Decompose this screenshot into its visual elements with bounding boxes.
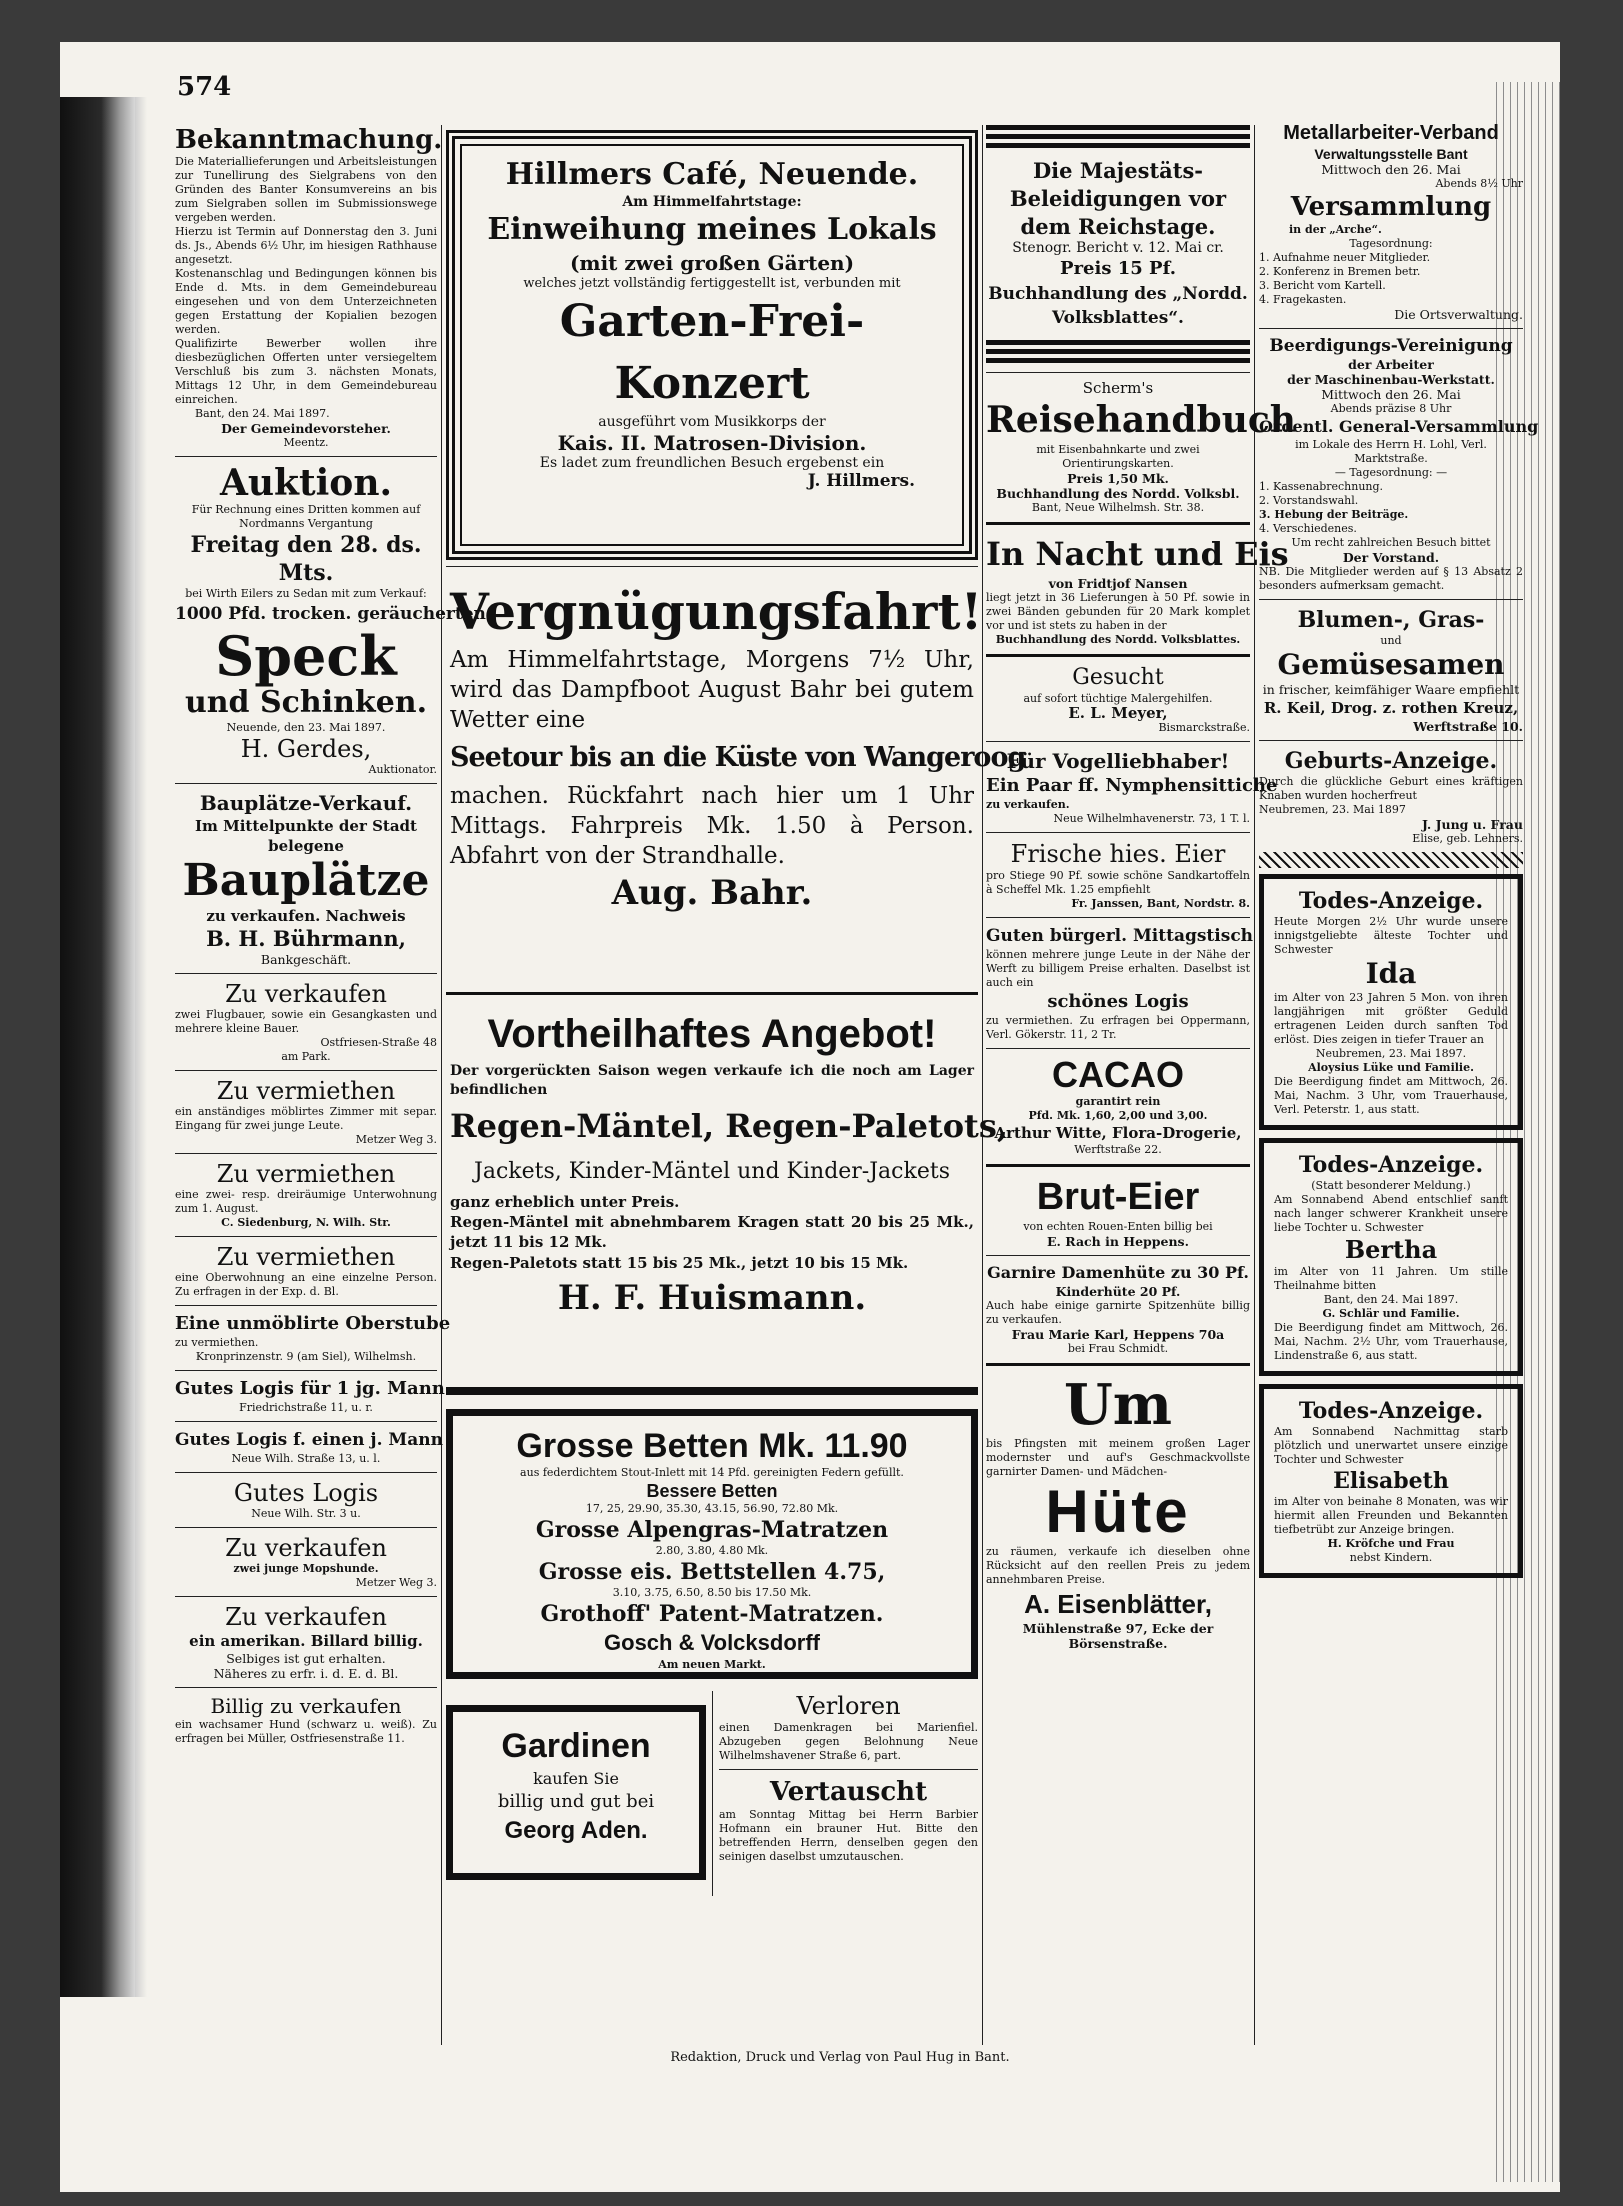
hc-ausg: ausgeführt vom Musikkorps der bbox=[598, 414, 826, 430]
gd-name: Georg Aden. bbox=[504, 1817, 648, 1844]
va-big-1: Regen-Mäntel, Regen-Paletots, bbox=[450, 1107, 1008, 1145]
ne-auth: von Fridtjof Nansen bbox=[1048, 576, 1188, 591]
ne-title: In Nacht und Eis bbox=[986, 535, 1289, 573]
gm-logis: schönes Logis bbox=[1047, 991, 1189, 1012]
auk-role: Auktionator. bbox=[368, 763, 437, 776]
mv-item-1: 1. Aufnahme neuer Mitglieder. bbox=[1259, 251, 1431, 264]
va-name: H. F. Huismann. bbox=[557, 1278, 867, 1318]
mv-time: Abends 8½ Uhr bbox=[1435, 177, 1523, 190]
gl2-addr: Neue Wilh. Straße 13, u. l. bbox=[231, 1452, 381, 1465]
ge-addr: Bismarckstraße. bbox=[1158, 721, 1250, 734]
bp-big: Bauplätze bbox=[182, 855, 430, 906]
va-text-2: ganz erheblich unter Preis. bbox=[450, 1193, 680, 1211]
dh-name: Frau Marie Karl, Heppens 70a bbox=[1011, 1327, 1225, 1342]
gl3-title: Gutes Logis bbox=[233, 1479, 379, 1507]
ca-text: garantirt rein bbox=[1075, 1095, 1161, 1108]
be-title: Brut-Eier bbox=[1036, 1176, 1200, 1218]
bg-text: in frischer, keimfähiger Waare empfiehlt bbox=[1262, 682, 1520, 697]
bv-title: Beerdigungs-Vereinigung bbox=[1269, 336, 1513, 356]
zv2-addr: Metzer Weg 3. bbox=[355, 1576, 437, 1589]
bp-title: Bauplätze-Verkauf. bbox=[199, 791, 413, 815]
bp-text: Im Mittelpunkte der Stadt belegene bbox=[195, 817, 417, 855]
vl-text: einen Damenkragen bei Marienfiel. Abzugeben gegen Belohnung Neue Wilhelmshavener Straße 6, part. bbox=[719, 1721, 978, 1762]
hc-text: welches jetzt vollständig fertiggestellt ist, verbunden mit bbox=[523, 276, 901, 291]
zv2-text: zwei junge Mopshunde. bbox=[233, 1562, 379, 1575]
zm1-title: Zu vermiethen bbox=[216, 1077, 396, 1105]
book-spine bbox=[60, 97, 135, 1997]
hc-sub: Am Himmelfahrtstage: bbox=[622, 194, 802, 210]
verloren-ads bbox=[712, 1691, 978, 1896]
va-text-4: Regen-Paletots statt 15 bis 25 Mk., jetzt 10 bis 15 Mk. bbox=[450, 1254, 909, 1272]
gb-gro: Grothoff' Patent-Matratzen. bbox=[540, 1601, 884, 1627]
bek-name: Meentz. bbox=[283, 436, 329, 449]
vf-title: Vergnügungsfahrt! bbox=[450, 582, 983, 641]
ta1-text: Heute Morgen 2½ Uhr wurde unsere innigstgeliebte älteste Tochter und Schwester bbox=[1274, 915, 1508, 956]
column-rule-1 bbox=[441, 125, 442, 2045]
bv-time: Abends präzise 8 Uhr bbox=[1330, 402, 1452, 415]
dh-kind: Kinderhüte 20 Pf. bbox=[1055, 1284, 1181, 1299]
ob-text: zu vermiethen. bbox=[175, 1336, 259, 1349]
zm3-text: eine Oberwohnung an eine einzelne Person. Zu erfragen in der Exp. d. Bl. bbox=[175, 1271, 437, 1298]
column-rule-2 bbox=[982, 125, 983, 2045]
gl3-addr: Neue Wilh. Str. 3 u. bbox=[251, 1507, 361, 1520]
betten-ad bbox=[446, 1409, 978, 1679]
zv3-text-3: Näheres zu erfr. i. d. E. d. Bl. bbox=[213, 1666, 399, 1681]
ta3-sign-2: nebst Kindern. bbox=[1349, 1551, 1433, 1564]
ge-name: E. L. Meyer, bbox=[1068, 704, 1168, 722]
bek-text-3: Kostenanschlag und Bedingungen können bis Ende d. Mts. in dem Gemeindebureau eingesehen und von dem Unterzeichneten gegen Erstattung der Kopialien bezogen werden. bbox=[175, 267, 437, 336]
bek-text-4: Qualifizirte Bewerber wollen ihre diesbezüglichen Offerten unter versiegeltem Verschluß bis zum 3. nächsten Monats, Mittags 12 Uhr, in dem Gemeindebureau einreichen. bbox=[175, 337, 437, 406]
ga-title: Geburts-Anzeige. bbox=[1284, 748, 1498, 774]
gb-addr: Am neuen Markt. bbox=[658, 1658, 766, 1671]
ta3-sign: H. Kröfche und Frau bbox=[1327, 1537, 1455, 1550]
hc-gard: (mit zwei großen Gärten) bbox=[569, 251, 855, 275]
ge-text: auf sofort tüchtige Malergehilfen. bbox=[1023, 692, 1213, 705]
um-text-2: zu räumen, verkaufe ich dieselben ohne Rücksicht auf den reellen Preis zu jedem annehmbaren Preise. bbox=[986, 1545, 1250, 1586]
bv-item-4: 4. Verschiedenes. bbox=[1259, 522, 1357, 535]
ta2-text-2: im Alter von 11 Jahren. Um stille Theilnahme bitten bbox=[1274, 1265, 1508, 1292]
fv-title: Für Vogelliebhaber! bbox=[1006, 749, 1230, 773]
todes-anzeige-3 bbox=[1259, 1384, 1523, 1578]
ta1-place: Neubremen, 23. Mai 1897. bbox=[1315, 1047, 1467, 1060]
ge-title: Gesucht bbox=[1072, 665, 1164, 690]
ta2-sub: (Statt besonderer Meldung.) bbox=[1311, 1179, 1471, 1192]
hc-konz: Garten-Frei-Konzert bbox=[559, 296, 865, 409]
gm-title: Guten bürgerl. Mittagstisch bbox=[986, 926, 1254, 946]
sr-pre: Scherm's bbox=[1082, 379, 1154, 397]
page-gutter bbox=[135, 97, 147, 1997]
hc-inv: Es ladet zum freundlichen Besuch ergebenst ein bbox=[539, 455, 885, 471]
um-hute: Hüte bbox=[1045, 1478, 1191, 1545]
auk-name: H. Gerdes, bbox=[240, 735, 372, 763]
bv-to: — Tagesordnung: — bbox=[1334, 466, 1448, 479]
vergnuegungsfahrt-ad bbox=[446, 573, 1026, 985]
ta1-sign: Aloysius Lüke und Familie. bbox=[1308, 1061, 1474, 1074]
fv-big: Ein Paar ff. Nymphensittiche bbox=[986, 775, 1278, 796]
gl2-title: Gutes Logis f. einen j. Mann bbox=[175, 1430, 443, 1450]
auk-text: Für Rechnung eines Dritten kommen auf Nordmanns Vergantung bbox=[191, 503, 421, 530]
zm2-addr: C. Siedenburg, N. Wilh. Str. bbox=[221, 1216, 391, 1229]
mb-title: Die Majestäts-Beleidigungen vor dem Reichstage. bbox=[1009, 158, 1227, 239]
mv-to: Tagesordnung: bbox=[1349, 237, 1433, 250]
ta3-name: Elisabeth bbox=[1333, 1468, 1449, 1494]
zv3-text: ein amerikan. Billard billig. bbox=[189, 1632, 423, 1650]
todes-anzeige-2 bbox=[1259, 1138, 1523, 1376]
gb-title: Grosse Betten Mk. 11.90 bbox=[516, 1427, 908, 1465]
gl1-addr: Friedrichstraße 11, u. r. bbox=[239, 1401, 373, 1414]
auk-speck: Speck bbox=[215, 624, 397, 688]
ob-title: Eine unmöblirte Oberstube bbox=[175, 1313, 451, 1334]
zm2-text: eine zwei- resp. dreiräumige Unterwohnung zum 1. August. bbox=[175, 1188, 437, 1215]
ta2-place: Bant, den 24. Mai 1897. bbox=[1323, 1293, 1459, 1306]
zv1-title: Zu verkaufen bbox=[225, 980, 387, 1008]
hc-title: Hillmers Café, Neuende. bbox=[505, 157, 919, 192]
mv-sign: Die Ortsverwaltung. bbox=[1394, 307, 1523, 322]
mv-big: Versammlung bbox=[1290, 192, 1492, 222]
zm1-addr: Metzer Weg 3. bbox=[355, 1133, 437, 1146]
auk-place: Neuende, den 23. Mai 1897. bbox=[226, 721, 386, 734]
angebot-ad bbox=[446, 1002, 1008, 1380]
bp-text-2: zu verkaufen. Nachweis bbox=[206, 907, 406, 925]
zv3-title: Zu verkaufen bbox=[225, 1603, 387, 1631]
ne-text: liegt jetzt in 36 Lieferungen à 50 Pf. sowie in zwei Bänden gebunden für 20 Mark komplet vor und ist stets zu haben in der bbox=[986, 591, 1250, 632]
column-3 bbox=[986, 125, 1296, 1651]
zv2-title: Zu verkaufen bbox=[225, 1534, 387, 1562]
gl1-title: Gutes Logis für 1 jg. Mann bbox=[175, 1378, 445, 1399]
va-title: Vortheilhaftes Angebot! bbox=[487, 1012, 937, 1056]
hc-name: J. Hillmers. bbox=[807, 471, 915, 491]
dh-title: Garnire Damenhüte zu 30 Pf. bbox=[987, 1263, 1249, 1282]
sr-price: Preis 1,50 Mk. bbox=[1067, 471, 1169, 486]
gm-text: können mehrere junge Leute in der Nähe der Werft zu billigem Preise erhalten. Daselbst ist auch ein bbox=[986, 948, 1250, 989]
bek-sign: Der Gemeindevorsteher. bbox=[221, 421, 391, 436]
ta1-text-2: im Alter von 23 Jahren 5 Mon. von ihren langjährigen mit größter Geduld ertragenen Leiden durch sanften Tod erlöst. Dies zeigen in tiefer Trauer an bbox=[1274, 991, 1508, 1046]
hc-main: Einweihung meines Lokals bbox=[487, 212, 937, 247]
bv-nb: NB. Die Mitglieder werden auf § 13 Absatz 2 besonders aufmerksam gemacht. bbox=[1259, 565, 1523, 592]
fe-name: Fr. Janssen, Bant, Nordstr. 8. bbox=[1071, 897, 1250, 910]
column-4 bbox=[1259, 120, 1539, 1578]
bv-loc: im Lokale des Herrn H. Lohl, Verl. Marktstraße. bbox=[1295, 438, 1487, 465]
ta1-title: Todes-Anzeige. bbox=[1298, 888, 1484, 914]
ta2-title: Todes-Anzeige. bbox=[1298, 1152, 1484, 1178]
bv-item-3: 3. Hebung der Beiträge. bbox=[1259, 508, 1409, 521]
bg-addr: Werftstraße 10. bbox=[1413, 719, 1523, 734]
zm2-title: Zu vermiethen bbox=[216, 1160, 396, 1188]
ga-place: Neubremen, 23. Mai 1897 bbox=[1259, 803, 1406, 816]
bek-date: Bant, den 24. Mai 1897. bbox=[195, 407, 330, 420]
stripe-bottom bbox=[986, 340, 1250, 366]
gd-text-2: billig und gut bei bbox=[497, 1791, 655, 1812]
zv1-text: zwei Flugbauer, sowie ein Gesangkasten und mehrere kleine Bauer. bbox=[175, 1008, 437, 1035]
sr-text: mit Eisenbahnkarte und zwei Orientirungskarten. bbox=[1036, 443, 1200, 470]
bp-name: B. H. Bührmann, bbox=[206, 926, 406, 951]
hc-div: Kais. II. Matrosen-Division. bbox=[557, 431, 867, 455]
be-name: E. Rach in Heppens. bbox=[1047, 1234, 1189, 1249]
bg-name: R. Keil, Drog. z. rothen Kreuz, bbox=[1263, 699, 1519, 717]
bv-inv: Um recht zahlreichen Besuch bittet bbox=[1291, 536, 1491, 549]
ob-addr: Kronprinzenstr. 9 (am Siel), Wilhelmsh. bbox=[195, 1350, 417, 1363]
bek-text-2: Hierzu ist Termin auf Donnerstag den 3. Juni ds. Js., Abends 6½ Uhr, im hiesigen Rathhause angesetzt. bbox=[175, 225, 437, 266]
va-big-2: Jackets, Kinder-Mäntel und Kinder-Jackets bbox=[474, 1159, 950, 1184]
fe-text: pro Stiege 90 Pf. sowie schöne Sandkartoffeln à Scheffel Mk. 1.25 empfiehlt bbox=[986, 869, 1250, 896]
bottom-ads bbox=[446, 1691, 978, 1901]
gb-prices: 17, 25, 29.90, 35.30, 43.15, 56.90, 72.80 Mk. bbox=[585, 1502, 839, 1515]
bp-role: Bankgeschäft. bbox=[260, 952, 352, 967]
ta2-sign: G. Schlär und Familie. bbox=[1322, 1307, 1460, 1320]
auk-title: Auktion. bbox=[219, 462, 393, 504]
mv-date: Mittwoch den 26. Mai bbox=[1321, 162, 1461, 177]
gb-alp: Grosse Alpengras-Matratzen bbox=[535, 1517, 889, 1543]
va-text: Der vorgerückten Saison wegen verkaufe ich die noch am Lager befindlichen bbox=[450, 1063, 974, 1098]
zv1-addr: Ostfriesen-Straße 48 bbox=[320, 1036, 437, 1049]
gd-text: kaufen Sie bbox=[533, 1769, 619, 1788]
gd-title: Gardinen bbox=[501, 1727, 651, 1765]
um-name: A. Eisenblätter, bbox=[1024, 1589, 1212, 1619]
hillmers-ad bbox=[446, 130, 978, 560]
bz-title: Billig zu verkaufen bbox=[210, 1694, 402, 1718]
ga-name-2: Elise, geb. Lehners. bbox=[1412, 832, 1523, 845]
mv-item-2: 2. Konferenz in Bremen betr. bbox=[1259, 265, 1421, 278]
vf-text-1: Am Himmelfahrtstage, Morgens 7½ Uhr, wird das Dampfboot August Bahr bei gutem Wetter eine bbox=[450, 647, 974, 733]
zv3-text-2: Selbiges ist gut erhalten. bbox=[226, 1651, 386, 1666]
dh-text: Auch habe einige garnirte Spitzenhüte billig zu verkaufen. bbox=[986, 1299, 1250, 1326]
column-1 bbox=[175, 125, 486, 1746]
be-text: von echten Rouen-Enten billig bei bbox=[1023, 1220, 1213, 1233]
gb-eis: Grosse eis. Bettstellen 4.75, bbox=[538, 1559, 886, 1585]
ca-name: Arthur Witte, Flora-Drogerie, bbox=[994, 1124, 1242, 1142]
mb-text: Stenogr. Bericht v. 12. Mai cr. bbox=[1012, 240, 1224, 256]
zm1-text: ein anständiges möblirtes Zimmer mit separ. Eingang für zwei junge Leute. bbox=[175, 1105, 437, 1132]
vt-text: am Sonntag Mittag bei Herrn Barbier Hofmann ein brauner Hut. Bitte den betreffenden Herrn, denselben gegen den seinigen daselbst umzutauschen. bbox=[719, 1808, 978, 1863]
ta1-name: Ida bbox=[1365, 957, 1417, 990]
bv-date: Mittwoch den 26. Mai bbox=[1321, 387, 1461, 402]
ta3-title: Todes-Anzeige. bbox=[1298, 1398, 1484, 1424]
sr-title: Reisehandbuch bbox=[986, 399, 1296, 441]
bv-sign: Der Vorstand. bbox=[1342, 550, 1440, 565]
bg-title: Blumen-, Gras- bbox=[1297, 607, 1485, 633]
gb-alp-p: 2.80, 3.80, 4.80 Mk. bbox=[655, 1544, 769, 1557]
dh-addr: bei Frau Schmidt. bbox=[1067, 1342, 1169, 1355]
ta3-text-2: im Alter von beinahe 8 Monaten, was wir hiermit allen Freunden und Bekannten tiefbetrübt zur Anzeige bringen. bbox=[1274, 1495, 1508, 1536]
vt-title: Vertauscht bbox=[769, 1777, 928, 1807]
footer-imprint: Redaktion, Druck und Verlag von Paul Hug in Bant. bbox=[670, 2050, 1010, 2065]
zm3-title: Zu vermiethen bbox=[216, 1243, 396, 1271]
mv-loc: in der „Arche“. bbox=[1289, 223, 1382, 236]
zv1-addr-2: am Park. bbox=[281, 1050, 331, 1063]
bv-sub: der Arbeiter bbox=[1348, 357, 1434, 372]
bv-item-1: 1. Kassenabrechnung. bbox=[1259, 480, 1384, 493]
bg-und: und bbox=[1380, 634, 1402, 647]
mv-item-3: 3. Bericht vom Kartell. bbox=[1259, 279, 1386, 292]
mb-buch: Buchhandlung des „Nordd. Volksblattes“. bbox=[988, 284, 1248, 328]
ga-text: Durch die glückliche Geburt eines kräftigen Knaben wurden hocherfreut bbox=[1259, 775, 1523, 802]
gb-name: Gosch & Volcksdorff bbox=[604, 1630, 820, 1655]
mb-price: Preis 15 Pf. bbox=[1060, 258, 1176, 279]
ta1-text-3: Die Beerdigung findet am Mittwoch, 26. Mai, Nachm. 3 Uhr, vom Trauerhause, Verl. Peterstr. 1, aus statt. bbox=[1274, 1075, 1508, 1116]
vf-text-2: machen. Rückfahrt nach hier um 1 Uhr Mittags. Fahrpreis Mk. 1.50 à Person. Abfahrt von der Strandhalle. bbox=[450, 783, 974, 869]
auk-date: Freitag den 28. ds. Mts. bbox=[190, 532, 422, 586]
ta2-name: Bertha bbox=[1344, 1235, 1438, 1264]
um-text: bis Pfingsten mit meinem großen Lager modernster und auf's Geschmackvollste garnirter Damen- und Mädchen- bbox=[986, 1437, 1250, 1478]
um-title: Um bbox=[1063, 1372, 1173, 1438]
bek-text-1: Die Materiallieferungen und Arbeitsleistungen zur Tunellirung des Sielgrabens von den Gründen des Banter Konsumvereins an bis zum Sielgraben sollen im Submissionswege vergeben werden. bbox=[175, 155, 437, 224]
todes-anzeige-1 bbox=[1259, 874, 1523, 1130]
bv-big: Ordentl. General-Versammlung bbox=[1259, 417, 1539, 436]
mv-item-4: 4. Fragekasten. bbox=[1259, 293, 1347, 306]
ornament-rule bbox=[1259, 852, 1523, 868]
ne-buch: Buchhandlung des Nordd. Volksblattes. bbox=[995, 633, 1241, 646]
va-text-3: Regen-Mäntel mit abnehmbarem Kragen statt 20 bis 25 Mk., jetzt 11 bis 12 Mk. bbox=[450, 1213, 974, 1251]
ta2-text-3: Die Beerdigung findet am Mittwoch, 26. Mai, Nachm. 2½ Uhr, vom Trauerhause, Lindenstraße 6, aus statt. bbox=[1274, 1321, 1508, 1362]
gardinen-ad bbox=[446, 1705, 706, 1880]
page-number: 574 bbox=[177, 72, 232, 102]
fv-addr: Neue Wilhelmhavenerstr. 73, 1 T. l. bbox=[1053, 812, 1250, 825]
auk-schinken: und Schinken. bbox=[184, 685, 428, 720]
mv-sub: Verwaltungsstelle Bant bbox=[1314, 146, 1468, 162]
ta3-text: Am Sonnabend Nachmittag starb plötzlich und unerwartet unsere einzige Tochter und Schwester bbox=[1274, 1425, 1508, 1466]
bek-title: Bekanntmachung. bbox=[175, 125, 443, 155]
auk-text-2: bei Wirth Eilers zu Sedan mit zum Verkauf: bbox=[185, 587, 427, 600]
column-2 bbox=[446, 130, 1026, 1901]
gb-eis-p: 3.10, 3.75, 6.50, 8.50 bis 17.50 Mk. bbox=[612, 1586, 812, 1599]
sr-buch: Buchhandlung des Nordd. Volksbl. bbox=[996, 486, 1240, 501]
gb-text: aus federdichtem Stout-Inlett mit 14 Pfd. gereinigten Federn gefüllt. bbox=[520, 1466, 904, 1479]
fv-text: zu verkaufen. bbox=[986, 798, 1070, 811]
gm-text-2: zu vermiethen. Zu erfragen bei Oppermann, Verl. Gökerstr. 11, 2 Tr. bbox=[986, 1014, 1250, 1041]
auk-item: 1000 Pfd. trocken. geräucherten bbox=[175, 604, 486, 624]
gb-bess: Bessere Betten bbox=[646, 1481, 778, 1501]
ca-title: CACAO bbox=[1052, 1054, 1184, 1095]
bv-sub-2: der Maschinenbau-Werkstatt. bbox=[1287, 372, 1495, 387]
mv-title: Metallarbeiter-Verband bbox=[1283, 122, 1499, 144]
sr-addr: Bant, Neue Wilhelmsh. Str. 38. bbox=[1031, 501, 1205, 514]
vl-title: Verloren bbox=[796, 1692, 901, 1720]
vf-name: Aug. Bahr. bbox=[611, 873, 813, 913]
ca-price: Pfd. Mk. 1,60, 2,00 und 3,00. bbox=[1028, 1109, 1208, 1122]
ta2-text: Am Sonnabend Abend entschlief sanft nach langer schwerer Krankheit unsere liebe Tochter u. Schwester bbox=[1274, 1193, 1508, 1234]
ga-name: J. Jung u. Frau bbox=[1421, 817, 1523, 832]
fe-title: Frische hies. Eier bbox=[1010, 840, 1226, 868]
bv-item-2: 2. Vorstandswahl. bbox=[1259, 494, 1359, 507]
um-addr: Mühlenstraße 97, Ecke der Börsenstraße. bbox=[1022, 1621, 1214, 1651]
stripe-top bbox=[986, 125, 1250, 151]
ca-addr: Werftstraße 22. bbox=[1074, 1143, 1162, 1156]
bg-title-2: Gemüsesamen bbox=[1277, 648, 1505, 681]
bz-text: ein wachsamer Hund (schwarz u. weiß). Zu erfragen bei Müller, Ostfriesenstraße 11. bbox=[175, 1718, 437, 1745]
vf-big: Seetour bis an die Küste von Wangeroog bbox=[450, 742, 1026, 773]
